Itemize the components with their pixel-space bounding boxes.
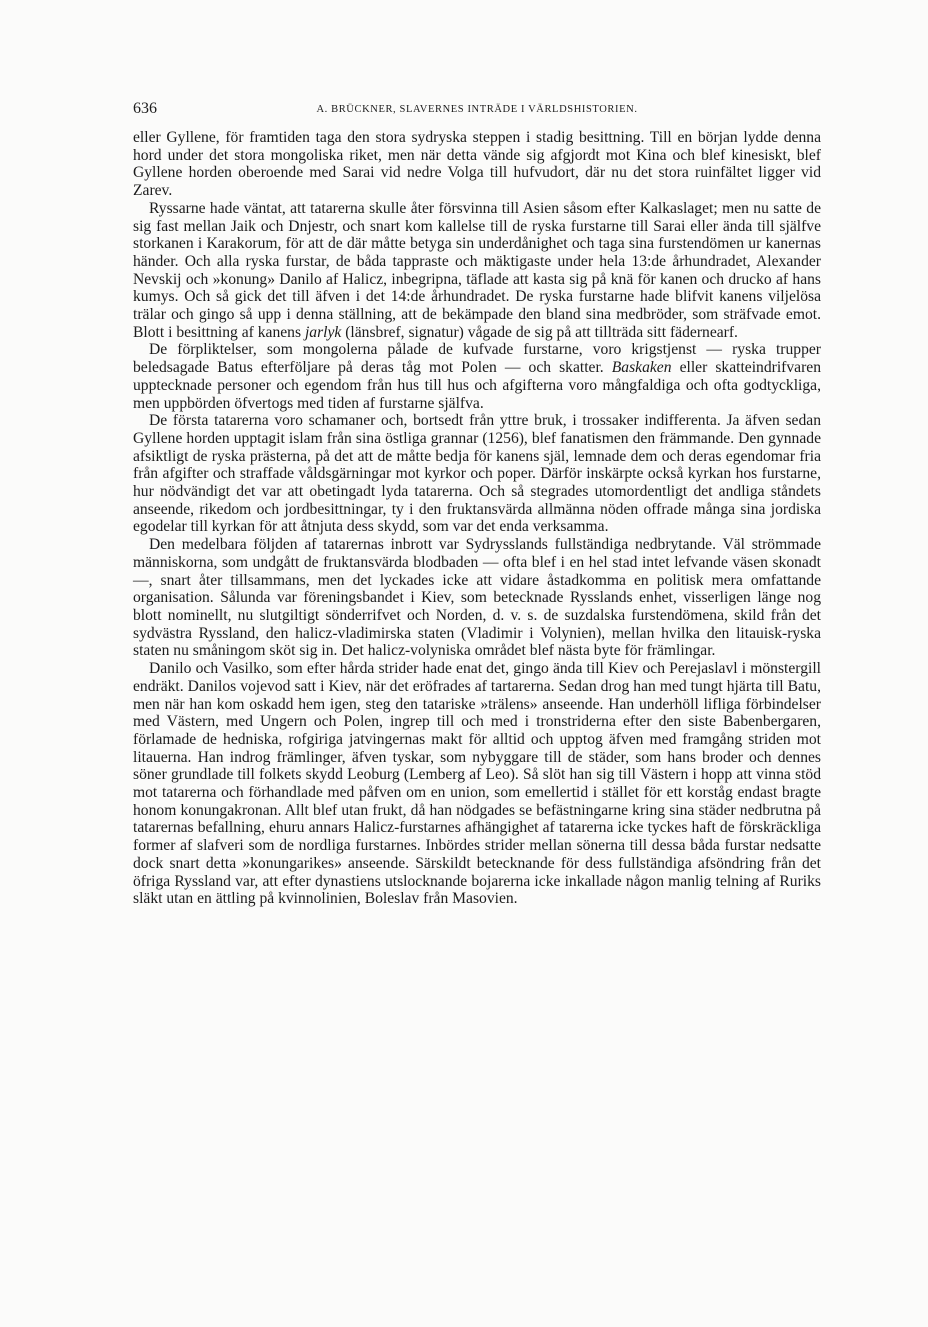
paragraph (133, 660, 821, 908)
paragraph-text: De första tatarerna voro schamaner och, bortsedt från yttre bruk, i trossaker indifferenta. Ja äfven sedan Gyllene horden upptagit islam från sina östliga grannar (1256), blef fanatismen den främmande. Den gynnade afsiktligt de ryska prästerna, på det att de måtte bedja för kanens själ, lemnade dem och deras egendomar fria från afgifter och straffade våldsgärningar mot kyrkor och poper. Därför inskärpte också kyrkan hos furstarne, hur nödvändigt det var att obetingadt lyda tatarerna. Och så stegrades utomordentligt det andliga ståndets anseende, rikedom och jordbesittningar, ty i den fruktansvärda allmänna nöden offrade många sina jordiska egodelar till kyrkan för att åtnjuta dess skydd, som var det enda verksamma. (133, 412, 821, 536)
page-header (133, 98, 821, 120)
italic-term: Baskaken (611, 359, 672, 377)
paragraph (133, 536, 821, 660)
paragraph-text: eller skatteindrifvaren upptecknade personer och egendom från hus till hus och afgifterna voro mångfaldiga och ofta godtyckliga, men uppbörden öfvertogs med tiden af furstarne själfva. (133, 359, 821, 412)
paragraph-text: De förpliktelser, som mongolerna pålade de kufvade furstarne, voro krigstjenst — ryska trupper beledsagade Batus efterföljare på deras tåg mot Polen — och skatter. (133, 341, 821, 377)
book-page (133, 98, 821, 908)
paragraph-text: (länsbref, signatur) vågade de sig på att tillträda sitt fädernearf. (341, 323, 738, 341)
paragraph-text: Danilo och Vasilko, som efter hårda strider hade enat det, gingo ända till Kiev och Perejaslavl i mönstergill endräkt. Danilos vojevod satt i Kiev, när det eröfrades af tartarerna. Sedan drog han med tungt hjärta till Batu, men när han kom oskadd hem igen, steg den tatariske »trälens» anseende. Han underhöll lifliga förbindelser med Västern, med Ungern och Polen, ingrep till och med i tronstriderna efter den siste Babenbergaren, förlamade de hedniska, rofgiriga jatvingernas makt för alltid och upptog äfven med framgång striden mot litauerna. Han indrog främlinger, äfven tyskar, som nybyggare till de städer, som hans broder och dennes söner grundlade till folkets skydd Leoburg (Lemberg af Leo). Så slöt han sig till Västern i hopp att vinna stöd mot tatarerna och förhandlade med påfven om en union, som emellertid i stället för ett korståg endast bragte honom konungakronan. Allt blef utan frukt, då han nödgades se befästningarne kring sina städer nedbrutna på tatarernas befallning, ehuru annars Halicz-furstarnes afhängighet af tatarerna icke tyckes haft de förskräckliga former af slafveri som de nordliga furstarnes. Inbördes strider mellan sönerna till dessa båda furstar nedsatte dock snart detta »konungarikes» anseende. Särskildt betecknande för dess fullständiga afsöndring från det öfriga Ryssland var, att efter dynastiens utslocknande bojarerna icke inkallade någon manlig telning af Ruriks släkt utan en ättling på kvinnolinien, Boleslav från Masovien. (133, 660, 821, 908)
paragraph (133, 129, 821, 200)
paragraph-text: Ryssarne hade väntat, att tatarerna skulle åter försvinna till Asien såsom efter Kalkaslaget; men nu satte de sig fast mellan Jaik och Dnjestr, och snart kom kallelse till de ryska furstarne till Sarai eller ända till själfve storkanen i Karakorum, för att de där måtte betyga sin underdånighet och taga sina furstendömen ur kanernas händer. Och alla ryska furstar, de båda tappraste och mäktigaste under hela 13:de århundradet, Alexander Nevskij och »konung» Danilo af Halicz, inbegripna, täflade att kasta sig på knä för kanen och drucko af hans kumys. Och så gick det till äfven i det 14:de århundradet. De ryska furstarne hade blifvit kanens viljelösa trälar och gingo så upp i denna ställning, att de bekämpade den bland sina medbröder, som sträfvade emot. Blott i besittning af kanens (133, 199, 821, 341)
page-number: 636 (133, 100, 157, 117)
paragraph-text: eller Gyllene, för framtiden taga den stora sydryska steppen i stadig besittning. Till en början lydde denna hord under det stora mongoliska riket, men när detta vände sig afgjordt mot Kina och blef kinesiskt, blef Gyllene horden oberoende med Sarai vid nedre Volga till hufvudort, där nu det stora ruinfältet ligger vid Zarev. (133, 129, 821, 200)
paragraph-text: Den medelbara följden af tatarernas inbrott var Sydrysslands fullständiga nedbrytande. Väl strömmade människorna, som undgått de fruktansvärda blodbaden — ofta blef i en hel stad intet lefvande väsen skonadt —, snart åter tillsammans, men det lyckades icke att vidare åstadkomma en politisk mera omfattande organisation. Sålunda var föreningsbandet i Kiev, som betecknade Rysslands enhet, visserligen länge nog blott nominellt, nu slutgiltigt sönderrifvet och Norden, d. v. s. de suzdalska furstendömena, skild från det sydvästra Ryssland, den halicz-vladimirska staten (Vladimir i Volynien), mellan hvilka den litauisk-ryska staten nu småningom sköt sig in. Det halicz-volyniska området blef nästa byte för främlingar. (133, 536, 821, 660)
paragraph (133, 341, 821, 412)
running-head: A. BRÜCKNER, SLAVERNES INTRÄDE I VÄRLDSHISTORIEN. (316, 104, 638, 115)
body-text (133, 129, 821, 908)
paragraph (133, 412, 821, 536)
paragraph (133, 200, 821, 342)
italic-term: jarlyk (304, 323, 342, 341)
